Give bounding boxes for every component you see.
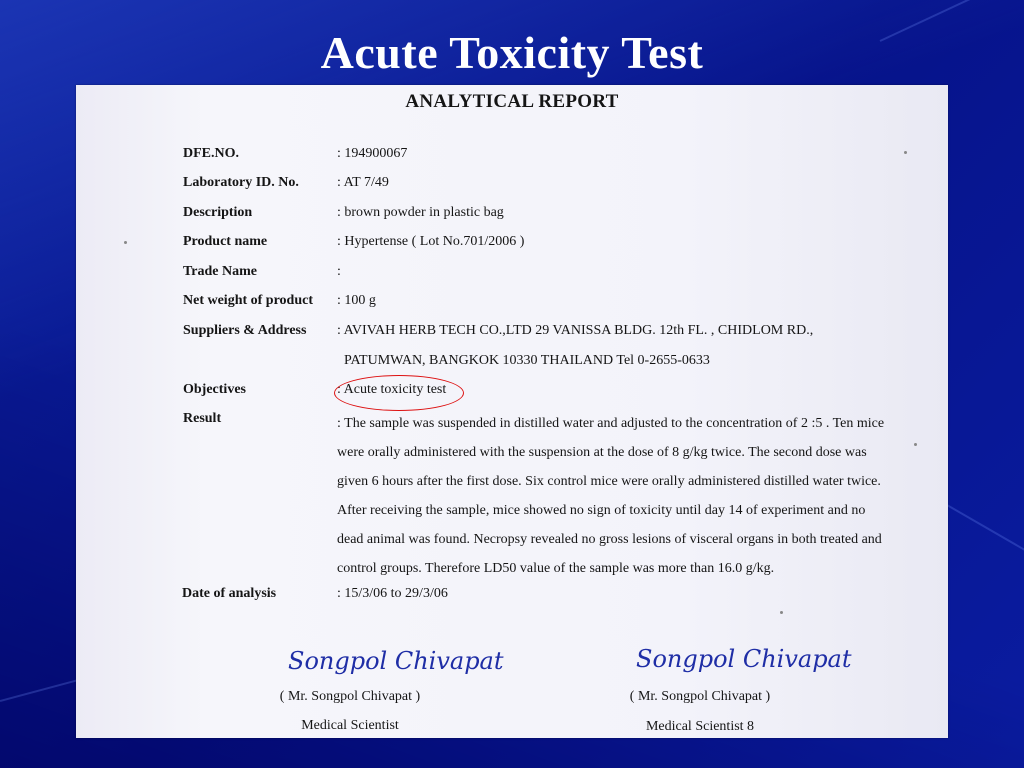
field-value: : Hypertense ( Lot No.701/2006 )	[337, 234, 525, 249]
address-line-2: PATUMWAN, BANGKOK 10330 THAILAND Tel 0-2655-0633	[344, 353, 710, 368]
signature-right: Songpol Chivapat	[636, 645, 852, 673]
scan-speck	[904, 151, 907, 154]
field-label: Product name	[183, 234, 268, 249]
field-value: : 194900067	[337, 146, 408, 161]
field-label: Description	[183, 205, 253, 220]
field-value: : AVIVAH HERB TECH CO.,LTD 29 VANISSA BLDG. 12th FL. , CHIDLOM RD.,	[337, 323, 814, 338]
field-label: Result	[183, 411, 222, 426]
field-label: Net weight of product	[183, 293, 314, 308]
field-label: DFE.NO.	[183, 146, 239, 161]
result-line: control groups. Therefore LD50 value of the sample was more than 16.0 g/kg.	[337, 561, 775, 576]
result-line: : The sample was suspended in distilled water and adjusted to the concentration of 2 :5 . Ten mice	[337, 416, 885, 431]
field-value: : AT 7/49	[337, 175, 389, 190]
scan-speck	[914, 443, 917, 446]
field-value: : Acute toxicity test	[337, 382, 447, 397]
scan-speck	[124, 241, 127, 244]
background-streak	[940, 500, 1024, 582]
field-label: Suppliers & Address	[183, 323, 307, 338]
field-value: :	[337, 264, 341, 279]
signatory-title-left: Medical Scientist	[301, 718, 399, 733]
field-value: : 100 g	[337, 293, 376, 308]
highlight-circle	[334, 375, 464, 411]
field-label: Date of analysis	[182, 586, 277, 601]
result-paragraph	[337, 409, 897, 583]
field-value: : 15/3/06 to 29/3/06	[337, 586, 448, 601]
field-label: Trade Name	[183, 264, 257, 279]
field-label: Laboratory ID. No.	[183, 175, 299, 190]
signatory-name-left: ( Mr. Songpol Chivapat )	[279, 689, 421, 704]
result-line: given 6 hours after the first dose. Six control mice were orally administered distilled water twice.	[337, 474, 881, 489]
field-value: : brown powder in plastic bag	[337, 205, 504, 220]
result-line: After receiving the sample, mice showed no sign of toxicity until day 14 of experiment and no	[337, 503, 866, 518]
signature-left: Songpol Chivapat	[288, 647, 504, 675]
signatory-title-right: Medical Scientist 8	[645, 719, 755, 734]
slide-title: Acute Toxicity Test	[320, 27, 704, 78]
signatory-name-right: ( Mr. Songpol Chivapat )	[629, 689, 771, 704]
scanned-report	[76, 85, 948, 738]
report-title: ANALYTICAL REPORT	[405, 91, 619, 112]
field-label: Objectives	[183, 382, 246, 397]
result-line: dead animal was found. Necropsy revealed no gross lesions of visceral organs in both treated and	[337, 532, 882, 547]
result-line: were orally administered with the suspension at the dose of 8 g/kg twice. The second dose was	[337, 445, 867, 460]
scan-speck	[780, 611, 783, 614]
